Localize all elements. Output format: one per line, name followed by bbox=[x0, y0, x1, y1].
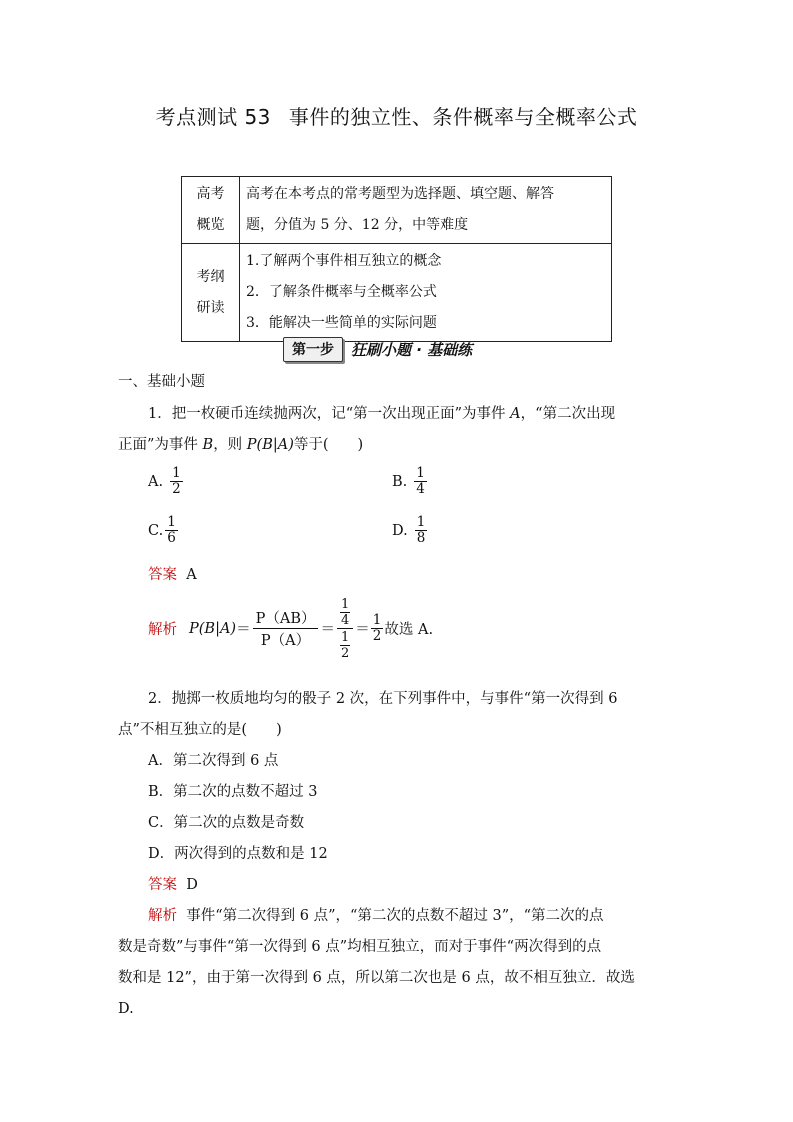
q1-option-d: D. $\frac{1}{8}$ bbox=[392, 514, 426, 546]
fraction: $\frac{1}{8}$ bbox=[416, 514, 426, 546]
q2-option-c: C．第二次的点数是奇数 bbox=[148, 815, 305, 831]
step-title: 狂刷小题 · 基础练 bbox=[351, 340, 473, 359]
title-prefix: 考点测试 53 bbox=[155, 105, 271, 129]
table-body-cell: 高考在本考点的常考题型为选择题、填空题、解答 题，分值为 5 分、12 分，中等难度 bbox=[240, 177, 612, 244]
page-title bbox=[0, 101, 793, 130]
title-main: 事件的独立性、条件概率与全概率公式 bbox=[288, 105, 638, 129]
section-heading: 一、基础小题 bbox=[118, 374, 205, 390]
q2-analysis-line1: 解析 事件“第二次得到 6 点”，“第二次的点数不超过 3”，“第二次的点 bbox=[148, 908, 604, 924]
table-head-cell: 考纲 研读 bbox=[182, 244, 240, 342]
q1-text-line2: 正面”为事件 B，则 P(B|A)等于( ) bbox=[118, 437, 364, 453]
answer-label: 答案 bbox=[148, 567, 177, 583]
q2-answer: 答案 D bbox=[148, 877, 198, 893]
step-badge: 第一步 bbox=[283, 337, 343, 362]
fraction: $\frac{1}{4}$ bbox=[416, 465, 425, 497]
q2-text-line2: 点”不相互独立的是( ) bbox=[118, 722, 282, 738]
q2-analysis-line2: 数是奇数”与事件“第一次得到 6 点”均相互独立，而对于事件“两次得到的点 bbox=[118, 939, 602, 955]
q1-option-c: C. $\frac{1}{6}$ bbox=[148, 514, 176, 546]
step-banner bbox=[283, 337, 472, 361]
q1-analysis: 解析 P(B|A) ＝ P（AB） P（A） ＝ $\frac{1}{4}$ $\frac{1}{2}$ ＝ $\frac{1}{2}$ 故选 A. bbox=[148, 597, 434, 661]
overview-table bbox=[181, 176, 612, 342]
q1-option-a: A. $\frac{1}{2}$ bbox=[148, 465, 181, 497]
table-body-cell: 1.了解两个事件相互独立的概念 2．了解条件概率与全概率公式 3．能解决一些简单的实际问题 bbox=[240, 244, 612, 342]
table-row bbox=[182, 177, 612, 244]
analysis-label: 解析 bbox=[148, 622, 177, 638]
q2-analysis-line4: D. bbox=[118, 1001, 134, 1017]
q1-option-b: B. $\frac{1}{4}$ bbox=[392, 465, 425, 497]
fraction: P（AB） P（A） bbox=[253, 607, 319, 650]
compound-fraction: $\frac{1}{4}$ $\frac{1}{2}$ bbox=[337, 596, 353, 661]
q1-answer: 答案 A bbox=[148, 567, 197, 583]
q1-text-line1: 1．把一枚硬币连续抛两次，记“第一次出现正面”为事件 A，“第二次出现 bbox=[148, 406, 616, 422]
q2-option-a: A．第二次得到 6 点 bbox=[148, 753, 279, 769]
analysis-label: 解析 bbox=[148, 908, 177, 924]
answer-label: 答案 bbox=[148, 877, 177, 893]
q2-option-d: D．两次得到的点数和是 12 bbox=[148, 846, 328, 862]
q2-option-b: B．第二次的点数不超过 3 bbox=[148, 784, 318, 800]
fraction: $\frac{1}{6}$ bbox=[167, 514, 176, 546]
table-head-cell: 高考 概览 bbox=[182, 177, 240, 244]
table-row bbox=[182, 244, 612, 342]
q2-analysis-line3: 数和是 12”，由于第一次得到 6 点，所以第二次也是 6 点，故不相互独立．故选 bbox=[118, 970, 635, 986]
fraction: $\frac{1}{2}$ bbox=[372, 612, 382, 644]
fraction: $\frac{1}{2}$ bbox=[172, 465, 181, 497]
q2-text-line1: 2．抛掷一枚质地均匀的骰子 2 次，在下列事件中，与事件“第一次得到 6 bbox=[148, 691, 618, 707]
